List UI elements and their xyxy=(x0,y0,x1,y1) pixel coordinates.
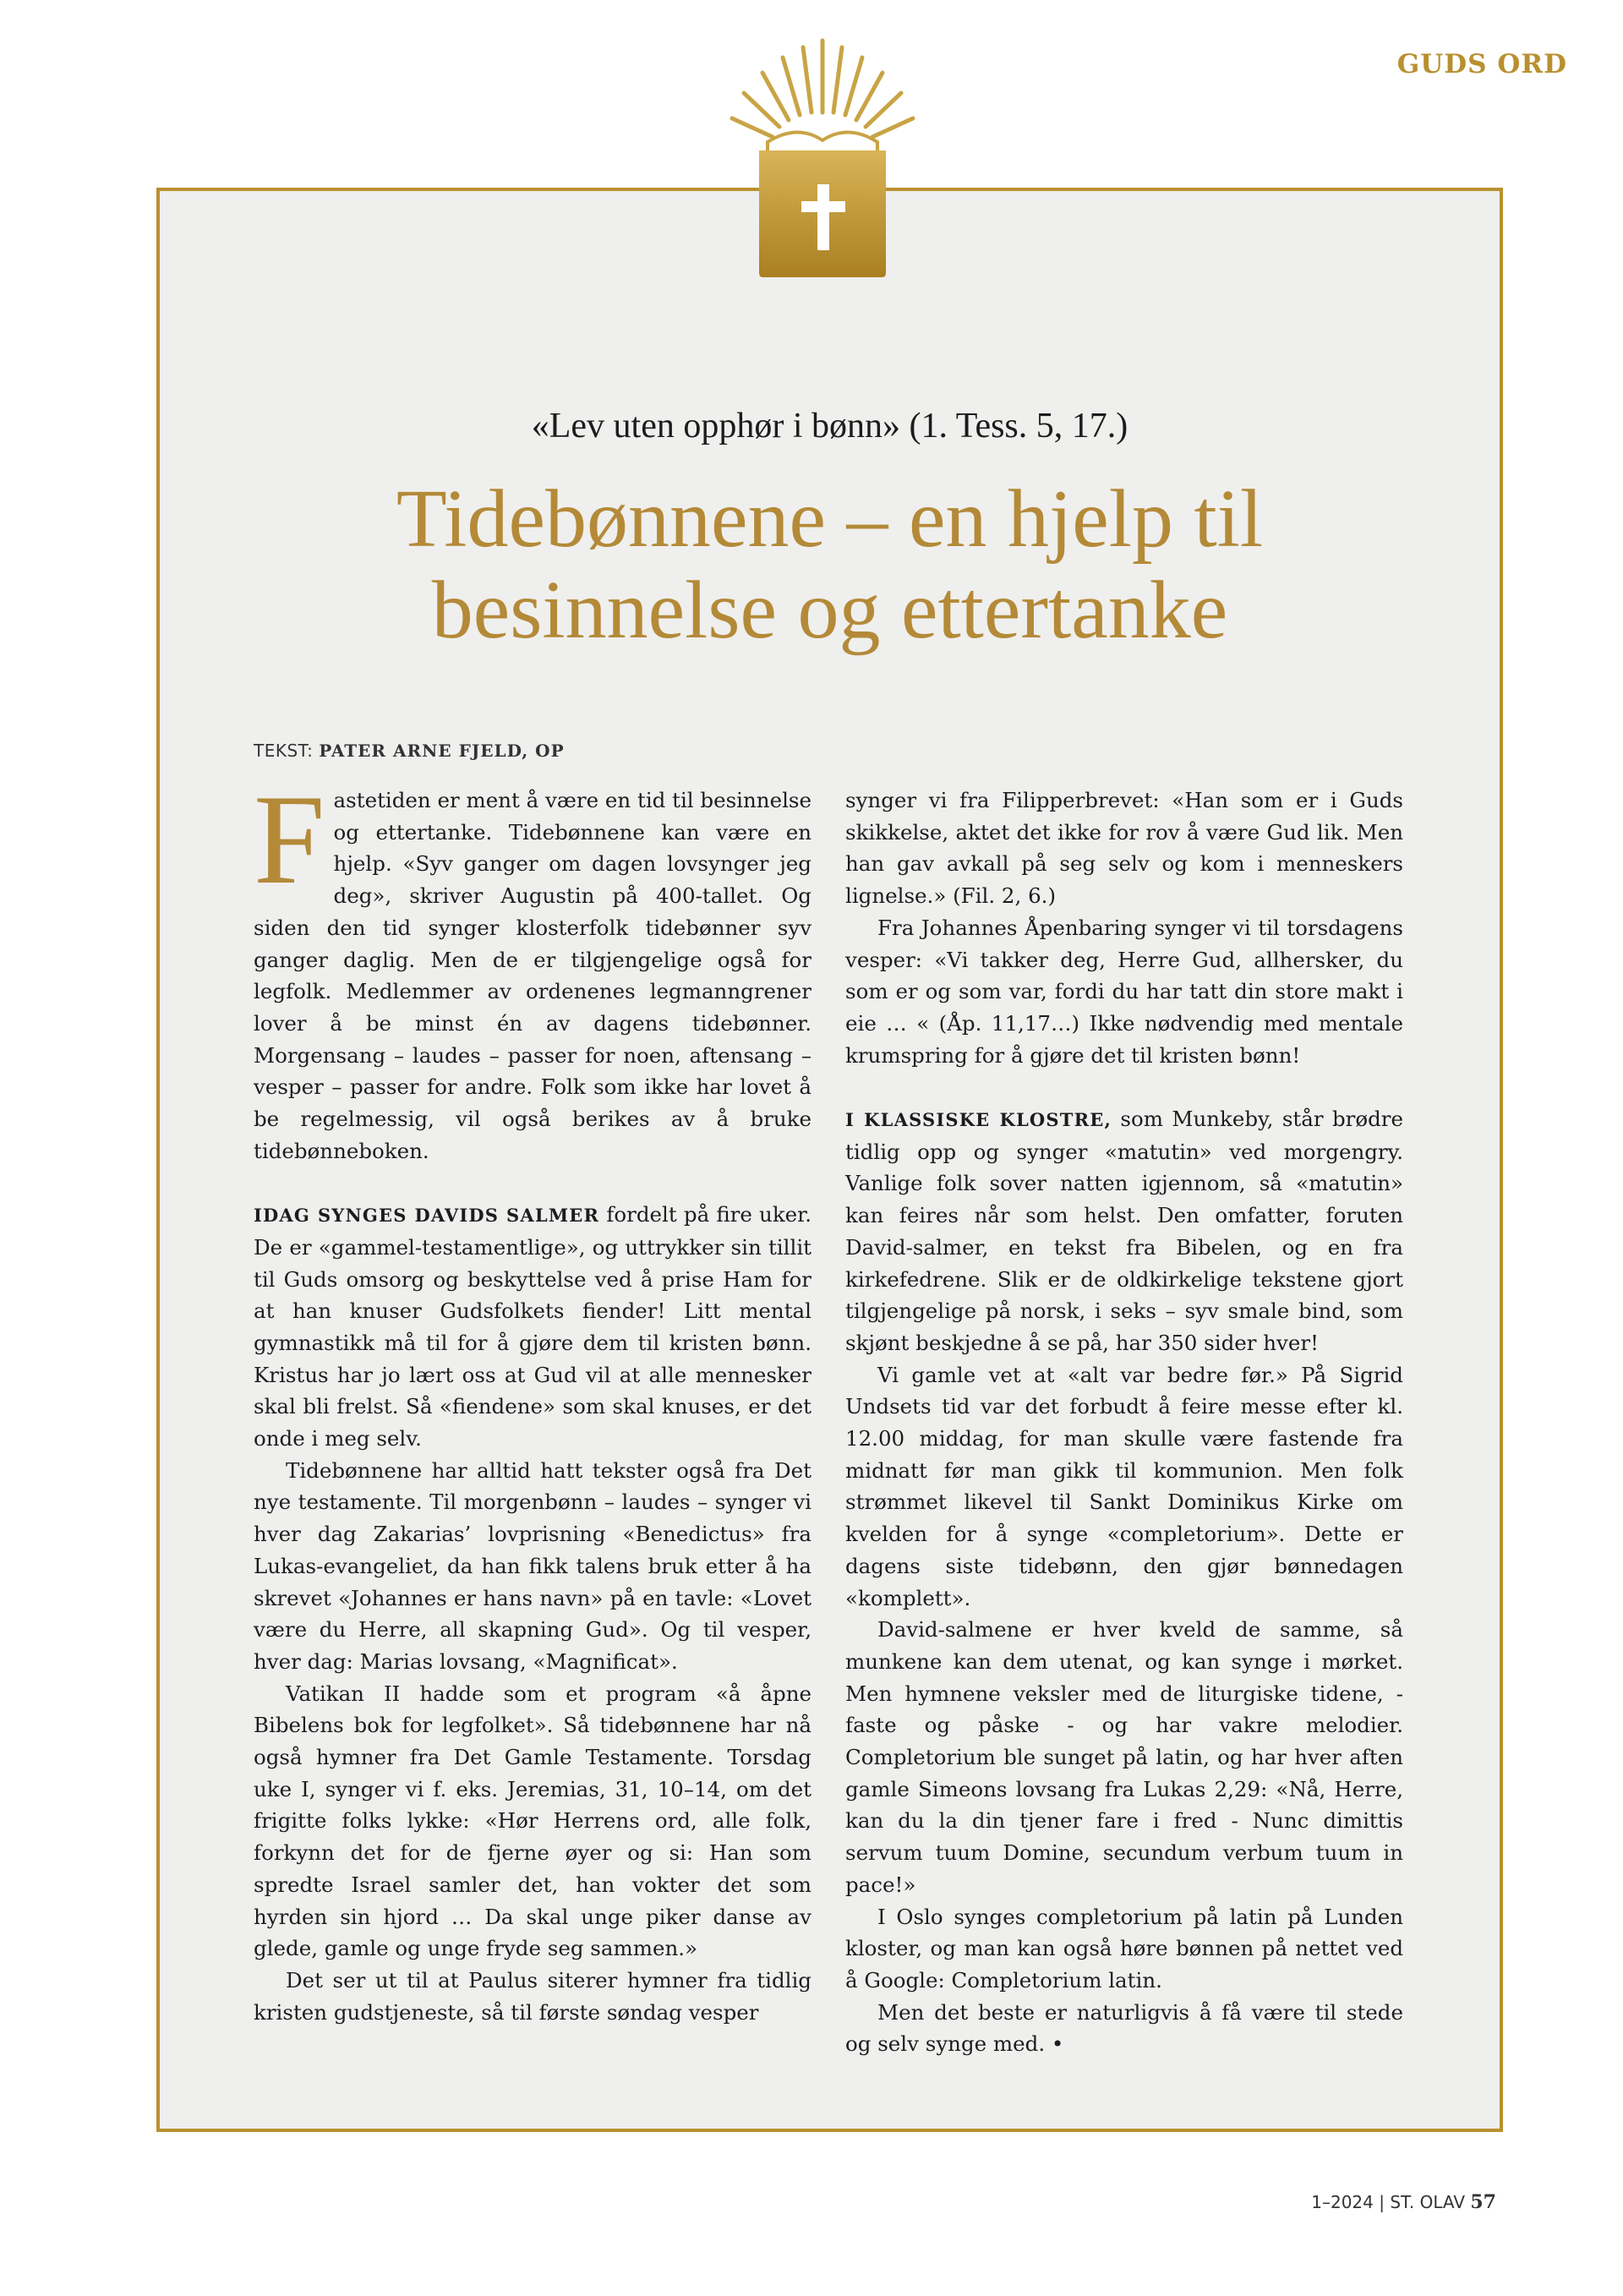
paragraph-text: som Munkeby, står brødre tidlig opp og synger «matutin» ved morgengry. Vanlige folk sover natten igjennom, så «matutin» kan feires når som helst. Den omfatter, foruten David-salmer, en tekst fra Bibelen, og en fra kirkefedrene. Slik er de oldkirkelige tekstene gjort tilgjengelige på norsk, i seks – syv smale bind, som skjønt beskjedne å se på, har 350 sider hver! xyxy=(845,1107,1404,1355)
drop-cap: F xyxy=(254,768,325,910)
paragraph: Vi gamle vet at «alt var bedre før.» På Sigrid Undsets tid var det forbudt å feire messe efter kl. 12.00 middag, for man skulle være fastende fra midnatt før man gikk til kommunion. Men folk strømmet likevel til Sankt Dominikus Kirke om kvelden for å synge «completorium». Dette er dagens siste tidebønn, den gjør bønnedagen «komplett». xyxy=(845,1362,1403,1610)
paragraph: David-salmene er hver kveld de samme, så munkene kan dem utenat, og kan synge i mørket. Men hymnene veksler med de liturgiske tidene, - faste og påske - og har vakre melodier. Completorium ble sunget på latin, og har hver aften gamle Simeons lovsang fra Lukas 2,29: «Nå, Herre, kan du la din tjener fare i fred - Nunc dimittis servum tuum Domine, secundum verbum tuum in pace!» xyxy=(845,1617,1403,1897)
paragraph xyxy=(254,1199,812,1455)
paragraph: Vatikan II hadde som et program «å åpne Bibelens bok for legfolket». Så tidebønnene har nå også hymner fra Det Gamle Testamente. Torsdag uke I, synger vi f. eks. Jeremias, 31, 10–14, om det frigitte folks lykke: «Hør Herrens ord, alle folk, forkynn det for de fjerne øyer og si: Han som spredte Israel samler det, han vokter det som hyrden sin hjord … Da skal unge piker danse av glede, gamle og unge fryde seg sammen.» xyxy=(254,1681,812,1961)
lead-in: I KLASSISKE KLOSTRE, xyxy=(845,1109,1112,1131)
column-right xyxy=(845,784,1403,2060)
title-line-1: Tidebønnene – en hjelp til xyxy=(396,473,1264,565)
paragraph: Men det beste er naturligvis å få være til stede og selv synge med. • xyxy=(845,1999,1403,2057)
article-title xyxy=(156,473,1503,656)
page-number: 57 xyxy=(1470,2191,1496,2213)
credit-label: TEKST: xyxy=(254,741,314,761)
title-line-2: besinnelse og ettertanke xyxy=(431,565,1228,656)
issue-info: 1–2024 | ST. OLAV xyxy=(1311,2192,1466,2212)
lead-in: IDAG SYNGES DAVIDS SALMER xyxy=(254,1205,600,1227)
page-footer xyxy=(1311,2191,1496,2213)
paragraph-text: astetiden er ment å være en tid til besinnelse og ettertanke. Tidebønnene kan være en hjelp. «Syv ganger om dagen lovsynger jeg deg», skriver Augustin på 400-tallet. Og siden den tid synger klosterfolk tidebønner syv ganger daglig. Men de er tilgjengelige også for legfolk. Medlemmer av ordenenes legmanngrener lover å be minst én av dagens tidebønner. Morgensang – laudes – passer for noen, aftensang – vesper – passer for andre. Folk som ikke har lovet å be regelmessig, vil også berikes av å bruke tidebønneboken. xyxy=(254,788,812,1163)
paragraph xyxy=(254,768,812,1167)
column-left xyxy=(254,768,812,2028)
paragraph: synger vi fra Filipperbrevet: «Han som er i Guds skikkelse, aktet det ikke for rov å være Gud lik. Men han gav avkall på seg selv og kom i menneskers lignelse.» (Fil. 2, 6.) xyxy=(845,788,1403,909)
paragraph: Det ser ut til at Paulus siterer hymner fra tidlig kristen gudstjeneste, så til første søndag vesper xyxy=(254,1968,812,2025)
paragraph-text: fordelt på fire uker. De er «gammel-testamentlige», og uttrykker sin tillit til Guds omsorg og beskyttelse ved å prise Ham for at han knuser Gudsfolkets fiender! Litt mental gymnastikk må til for å gjøre dem til kristen bønn. Kristus har jo lært oss at Gud vil at alle mennesker skal bli frelst. Så «fiendene» som skal knuses, er det onde i meg selv. xyxy=(254,1202,812,1451)
author-name: PATER ARNE FJELD, OP xyxy=(319,741,565,761)
paragraph: Tidebønnene har alltid hatt tekster også fra Det nye testamente. Til morgenbønn – laudes – synger vi hver dag Zakarias’ lovprisning «Benedictus» fra Lukas-evangeliet, da han fikk talens bruk etter å ha skrevet «Johannes er hans navn» på en tavle: «Lovet være du Herre, all skapning Gud». Og til vesper, hver dag: Marias lovsang, «Magnificat». xyxy=(254,1457,812,1674)
paragraph: Fra Johannes Åpenbaring synger vi til torsdagens vesper: «Vi takker deg, Herre Gud, allhersker, du som er og som var, fordi du har tatt din store makt i eie … « (Åp. 11,17…) Ikke nødvendig med mentale krumspring for å gjøre det til kristen bønn! xyxy=(845,915,1403,1068)
verse-quote: «Lev uten opphør i bønn» (1. Tess. 5, 17.) xyxy=(531,407,1128,446)
author-credit xyxy=(254,741,565,761)
section-label: GUDS ORD xyxy=(1396,49,1567,79)
paragraph: I Oslo synges completorium på latin på Lunden kloster, og man kan også høre bønnen på nettet ved å Google: Completorium latin. xyxy=(845,1904,1403,1993)
paragraph xyxy=(845,1103,1403,1359)
bible-icon xyxy=(708,32,937,277)
